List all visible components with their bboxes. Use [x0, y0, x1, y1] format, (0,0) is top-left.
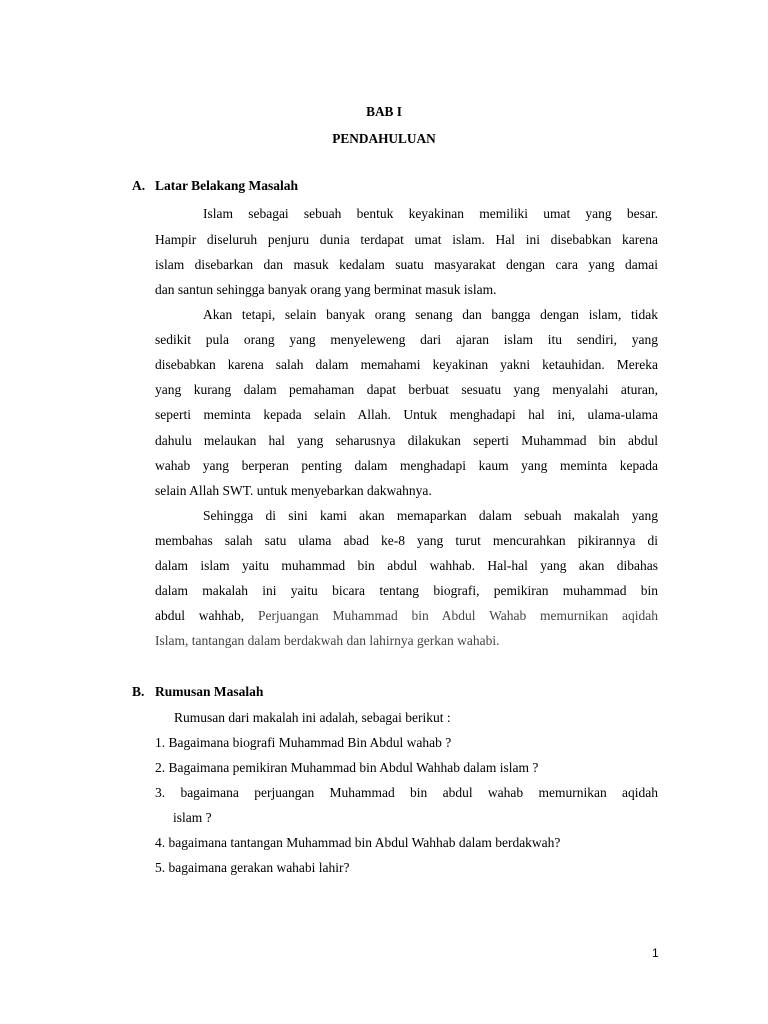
- chapter-title: PENDAHULUAN: [332, 131, 436, 146]
- page-number: 1: [652, 946, 659, 960]
- section-b-heading: [132, 684, 263, 700]
- list-item-1: 1. Bagaimana biografi Muhammad Bin Abdul wahab ?: [155, 735, 452, 750]
- section-a-title: Latar Belakang Masalah: [155, 178, 299, 193]
- para1-line1: Islam sebagai sebuah bentuk keyakinan memiliki umat yang besar.: [203, 206, 658, 221]
- list-item-3-cont: islam ?: [173, 810, 212, 825]
- para2-line2: sedikit pula orang yang menyeleweng dari ajaran islam itu sendiri, yang: [155, 332, 658, 347]
- section-a-heading: [132, 178, 298, 194]
- para1-line2: Hampir diseluruh penjuru dunia terdapat umat islam. Hal ini disebabkan karena: [155, 232, 658, 247]
- list-item-3: 3. bagaimana perjuangan Muhammad bin abdul wahab memurnikan aqidah: [155, 785, 658, 800]
- section-b-title: Rumusan Masalah: [155, 684, 264, 699]
- list-item-4: 4. bagaimana tantangan Muhammad bin Abdul Wahhab dalam berdakwah?: [155, 835, 561, 850]
- para3-line6: Islam, tantangan dalam berdakwah dan lahirnya gerkan wahabi.: [155, 633, 500, 648]
- para1-line3: islam disebarkan dan masuk kedalam suatu masyarakat dengan cara yang damai: [155, 257, 658, 272]
- para2-line5: seperti meminta kepada selain Allah. Untuk menghadapi hal ini, ulama-ulama: [155, 407, 658, 422]
- list-item-5: 5. bagaimana gerakan wahabi lahir?: [155, 860, 350, 875]
- para2-line4: yang kurang dalam pemahaman dapat berbuat sesuatu yang menyalahi aturan,: [155, 382, 658, 397]
- section-b-marker: B.: [132, 684, 145, 699]
- para3-line5-end: Perjuangan Muhammad bin Abdul Wahab memurnikan aqidah: [257, 608, 659, 623]
- section-b-intro: Rumusan dari makalah ini adalah, sebagai berikut :: [174, 710, 451, 725]
- para2-line8: selain Allah SWT. untuk menyebarkan dakwahnya.: [155, 483, 432, 498]
- para2-line7: wahab yang berperan penting dalam menghadapi kaum yang meminta kepada: [155, 458, 658, 473]
- para3-line3: dalam islam yaitu muhammad bin abdul wahhab. Hal-hal yang akan dibahas: [155, 558, 658, 573]
- section-a-marker: A.: [132, 178, 146, 193]
- list-item-2: 2. Bagaimana pemikiran Muhammad bin Abdul Wahhab dalam islam ?: [155, 760, 539, 775]
- chapter-number: BAB I: [366, 104, 402, 119]
- para3-line5: [155, 607, 658, 625]
- para2-line1: Akan tetapi, selain banyak orang senang dan bangga dengan islam, tidak: [203, 307, 658, 322]
- para3-line1: Sehingga di sini kami akan memaparkan dalam sebuah makalah yang: [203, 508, 658, 523]
- para3-line4: dalam makalah ini yaitu bicara tentang biografi, pemikiran muhammad bin: [155, 583, 658, 598]
- para3-line5-start: abdul wahhab,: [155, 608, 258, 623]
- para3-line2: membahas salah satu ulama abad ke-8 yang turut mencurahkan pikirannya di: [155, 533, 658, 548]
- para1-line4: dan santun sehingga banyak orang yang berminat masuk islam.: [155, 282, 497, 297]
- para2-line6: dahulu melaukan hal yang seharusnya dilakukan seperti Muhammad bin abdul: [155, 433, 658, 448]
- para2-line3: disebabkan karena salah dalam memahami keyakinan yakni ketauhidan. Mereka: [155, 357, 658, 372]
